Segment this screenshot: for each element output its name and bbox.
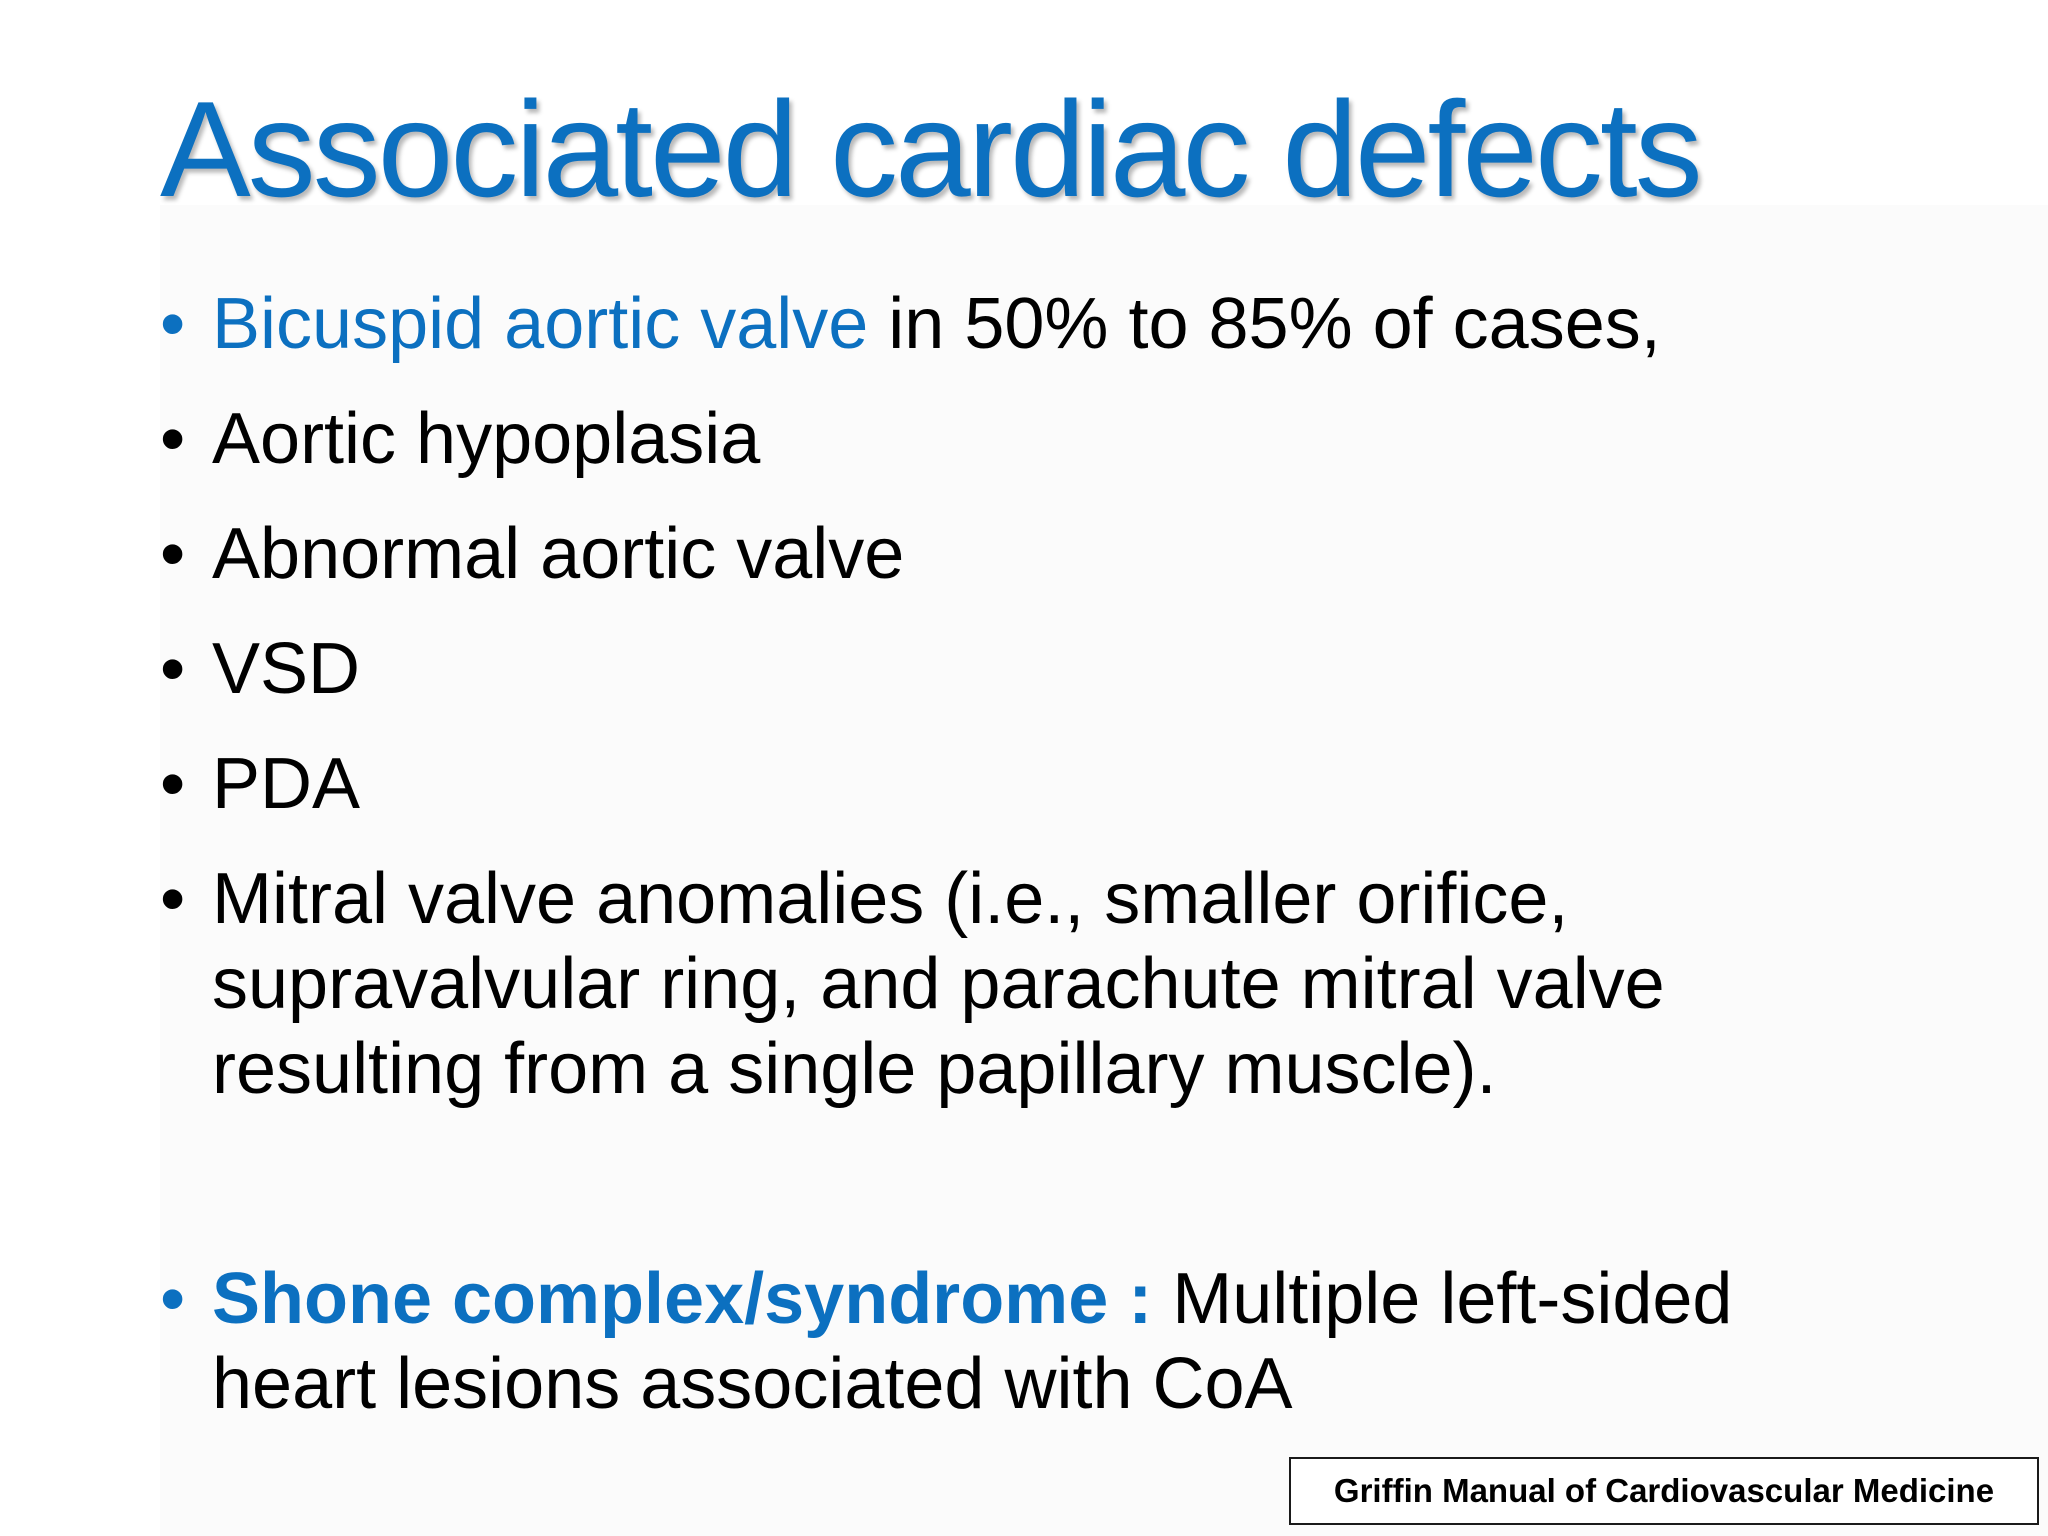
bullet-text: VSD [212, 629, 361, 709]
bullet-text: PDA [212, 744, 361, 824]
bullet-marker: • [160, 744, 186, 824]
bullet-body: in 50% to 85% of cases, [868, 284, 1661, 364]
bullet-text: Aortic hypoplasia [212, 399, 761, 479]
bullet-text: Mitral valve anomalies (i.e., smaller orifice, supravalvular ring, and parachute mitral valve resulting from a single papillary muscle). [212, 859, 1665, 1109]
bullet-body: Multiple left-sided heart lesions associated with CoA [212, 1259, 1733, 1424]
bullet-marker: • [160, 284, 186, 364]
slide-title: Associated cardiac defects [160, 73, 1700, 225]
bullet-text: Abnormal aortic valve [212, 514, 905, 594]
bullet-text [212, 1257, 1912, 1427]
bullet-marker: • [160, 399, 186, 479]
bullet-text [212, 282, 1912, 367]
bullet-highlight: Shone complex/syndrome : [212, 1259, 1153, 1339]
bullet-highlight: Bicuspid aortic valve [212, 284, 869, 364]
bullet-marker: • [160, 629, 186, 709]
bullet-marker: • [160, 859, 186, 939]
bullet-marker: • [160, 514, 186, 594]
citation-box: Griffin Manual of Cardiovascular Medicine [1289, 1457, 2039, 1525]
bullet-marker: • [160, 1259, 186, 1339]
